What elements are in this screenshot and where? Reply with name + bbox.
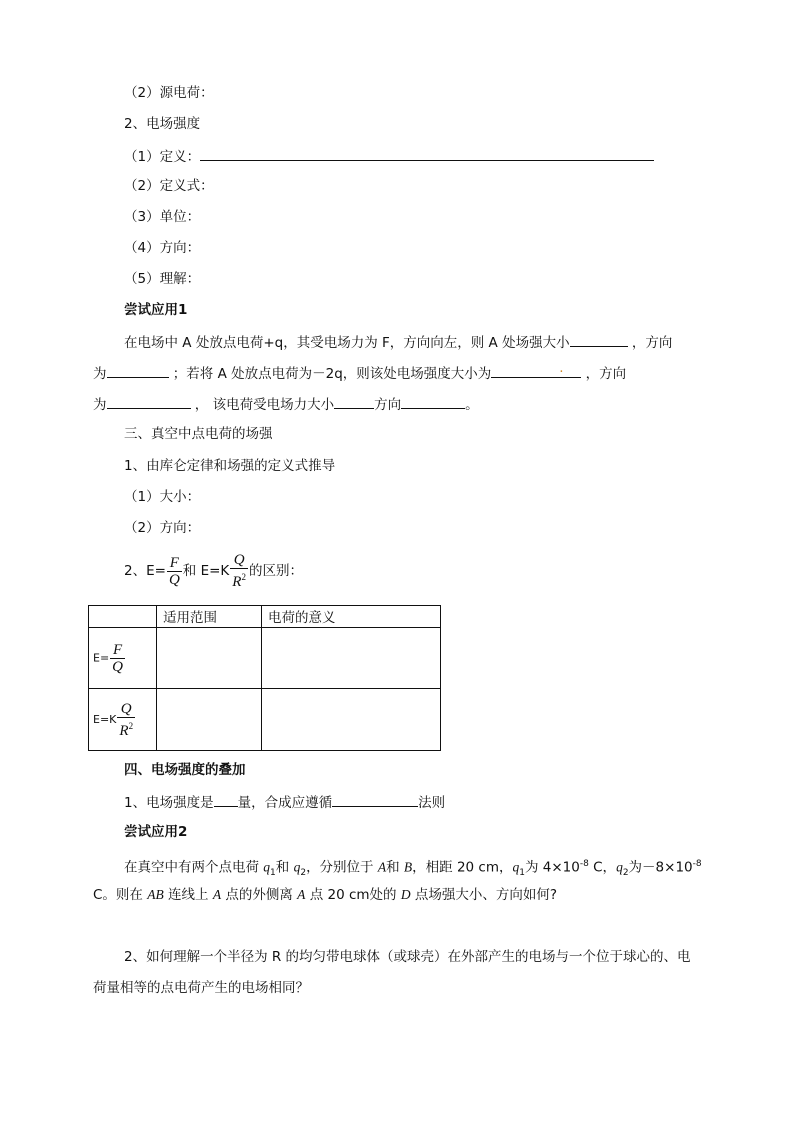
table-header-cell bbox=[89, 606, 157, 628]
question-2-line-2: 荷量相等的点电荷产生的电场相同？ bbox=[93, 980, 309, 996]
formula-comparison-line bbox=[124, 552, 303, 590]
table-header-cell: 适用范围 bbox=[157, 606, 262, 628]
fraction-q-over-r2: $\frac{Q}{R^2}$ bbox=[232, 552, 246, 590]
try1-text-a: 在电场中 A 处放点电荷+q，其受电场力为 F，方向向左，则 A 处场强大小 bbox=[124, 335, 570, 351]
try1-text-c: 为 bbox=[93, 366, 107, 382]
section-3-heading: 三、真空中点电荷的场强 bbox=[124, 426, 273, 442]
try1-text-b: ，方向 bbox=[631, 335, 673, 351]
try1-text-d: ；若将 A 处放点电荷为－2q，则该处电场强度大小为 bbox=[172, 366, 492, 382]
unit-line: （3）单位： bbox=[124, 209, 201, 225]
direction-line: （4）方向： bbox=[124, 240, 201, 256]
row-label-e-kq-r2: E=K $\frac{Q}{R^2}$ bbox=[89, 689, 157, 751]
try1-text-g: ， 该电荷受电场力大小 bbox=[194, 397, 335, 413]
definition-label: （1）定义： bbox=[124, 149, 201, 165]
formula-text-b: 和 E=K bbox=[182, 563, 230, 579]
try-apply-2-title: 尝试应用2 bbox=[124, 824, 188, 840]
try1-text-e: ，方向 bbox=[585, 366, 627, 382]
try1-blank-magnitude[interactable] bbox=[570, 332, 628, 347]
source-charge-line: （2）源电荷： bbox=[124, 85, 214, 101]
section-3-direction: （2）方向： bbox=[124, 520, 201, 536]
try-apply-1-line-3 bbox=[93, 394, 479, 414]
try1-blank-new-direction[interactable] bbox=[107, 394, 191, 409]
section-3-item-1: 1、由库仑定律和场强的定义式推导 bbox=[124, 458, 336, 474]
understanding-line: （5）理解： bbox=[124, 271, 201, 287]
section-3-magnitude: （1）大小： bbox=[124, 489, 201, 505]
try1-blank-force[interactable] bbox=[334, 394, 374, 409]
try1-blank-force-direction[interactable] bbox=[401, 394, 465, 409]
try1-text-f: 为 bbox=[93, 397, 107, 413]
definition-line bbox=[124, 146, 654, 166]
formula-line: （2）定义式： bbox=[124, 178, 214, 194]
try-apply-2-line-2: C。则在 AB 连线上 A 点的外侧离 A 点 20 cm处的 D 点场强大小、方向如何? bbox=[93, 887, 558, 903]
formula-text-c: 的区别： bbox=[248, 563, 303, 579]
question-2-line-1: 2、如何理解一个半径为 R 的均匀带电球体（或球壳）在外部产生的电场与一个位于球心的、电 bbox=[124, 949, 691, 965]
try1-text-h: 方向 bbox=[374, 397, 402, 413]
charge-meaning-cell[interactable] bbox=[262, 628, 441, 689]
try-apply-1-line-2 bbox=[93, 360, 627, 383]
table-header-row bbox=[89, 606, 441, 628]
row-label-e-f-q: E= $\frac{F}{Q}$ bbox=[89, 628, 157, 689]
section-4-item-1: 1、电场强度是 量，合成应遵循 法则 bbox=[124, 792, 445, 812]
scope-cell[interactable] bbox=[157, 628, 262, 689]
section-4-heading: 四、电场强度的叠加 bbox=[124, 762, 246, 778]
field-strength-heading: 2、电场强度 bbox=[124, 116, 201, 132]
try1-text-i: 。 bbox=[465, 397, 479, 413]
orange-dot: . bbox=[559, 360, 564, 376]
definition-blank[interactable] bbox=[200, 146, 654, 161]
try-apply-1-line-1 bbox=[124, 332, 672, 352]
comparison-table bbox=[88, 605, 441, 751]
quantity-type-blank[interactable] bbox=[214, 792, 238, 807]
try-apply-1-title: 尝试应用1 bbox=[124, 302, 188, 318]
composition-rule-blank[interactable] bbox=[332, 792, 418, 807]
charge-meaning-cell[interactable] bbox=[262, 689, 441, 751]
formula-text-a: 2、E= bbox=[124, 563, 166, 579]
table-row bbox=[89, 689, 441, 751]
table-header-cell: 电荷的意义 bbox=[262, 606, 441, 628]
scope-cell[interactable] bbox=[157, 689, 262, 751]
try-apply-2-line-1: 在真空中有两个点电荷 $q_1$和 $q_2$，分别位于 A和 B，相距 20 cm，$q_1$为 $4\times 10^{-8}$ C，$q_2$为$-8\times 10^{-8}$ bbox=[124, 859, 702, 879]
fraction-f-over-q: $\frac{F}{Q}$ bbox=[168, 554, 180, 588]
try1-blank-direction[interactable] bbox=[107, 363, 169, 378]
table-row bbox=[89, 628, 441, 689]
try1-blank-new-magnitude[interactable] bbox=[491, 360, 581, 378]
